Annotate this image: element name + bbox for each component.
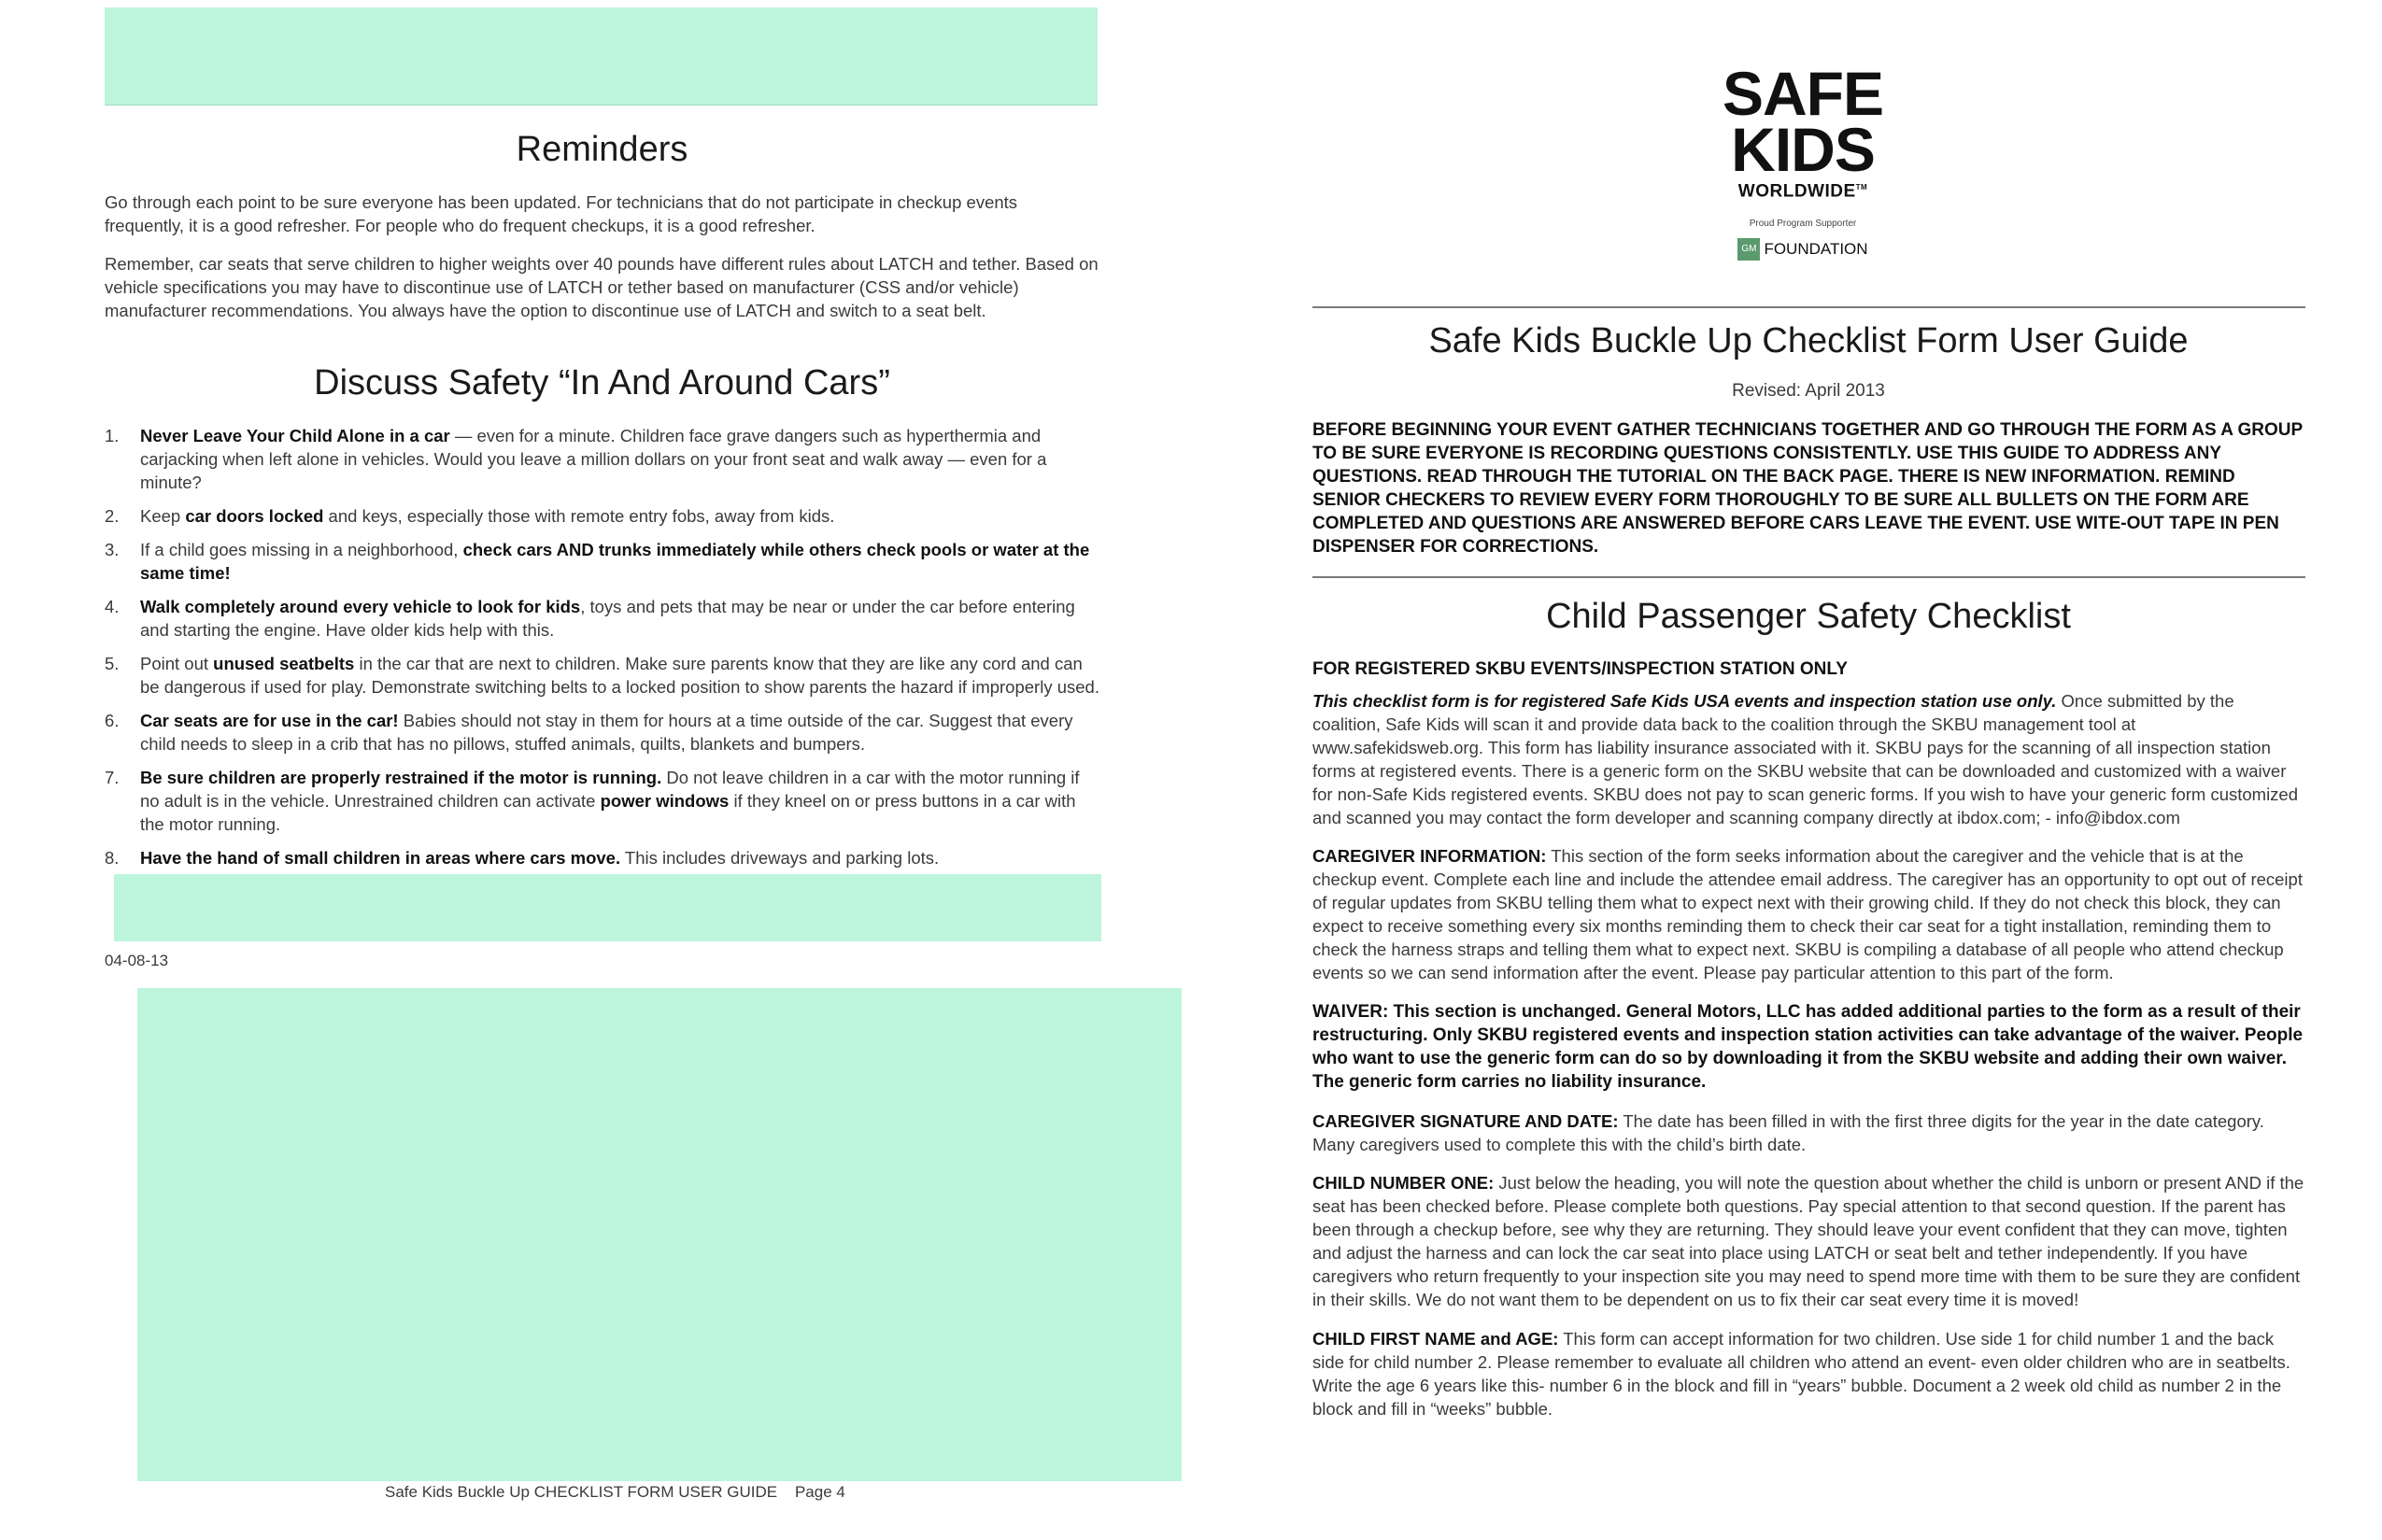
safety-item-bold: unused seatbelts: [213, 654, 355, 673]
safety-list-item-text: [140, 540, 1089, 583]
safety-list-item-text: [140, 768, 1080, 834]
safety-item-text: in the car that are next to children. Make sure parents know that they are like any cord and can be dangerous if used for play. Demonstrate switching belts to a locked position to show parents the hazard if improperly used.: [140, 654, 1099, 697]
revised-date: Revised: April 2013: [1732, 381, 1885, 401]
safety-list-item-text: [140, 426, 1046, 492]
safety-item-bold: car doors locked: [185, 506, 324, 526]
logo-supporter-text: Proud Program Supporter: [1749, 219, 1857, 230]
safety-item-text: — even for a minute. Children face grave dangers such as hyperthermia and carjacking when left alone in vehicles. Would you leave a million dollars on your front seat and walk away — even for a minute?: [140, 426, 1047, 492]
reminders-paragraph-1: Go through each point to be sure everyone has been updated. For technicians that do not participate in checkup events frequently, it is a good refresher. For people who do frequent checkups, it is a good refresher.: [105, 192, 1018, 235]
safety-item-bold: Have the hand of small children in areas where cars move.: [140, 848, 621, 868]
caregiver-signature-paragraph: [1312, 1109, 2304, 1156]
safety-item-bold: Car seats are for use in the car!: [140, 711, 399, 730]
safety-list-item-number: 4.: [105, 597, 120, 616]
reminders-paragraph-2: Remember, car seats that serve children to higher weights over 40 pounds have different rules about LATCH and tether. Based on vehicle specifications you may have to discontinue use of LATCH or tether based on manufacturer (CSS and/or vehicle) manufacturer recommendations. You always have the option to discontinue use of LATCH and switch to a seat belt.: [105, 254, 1099, 320]
gm-badge-icon: GM: [1737, 238, 1760, 261]
checklist-title: Child Passenger Safety Checklist: [1546, 597, 2071, 636]
safety-list-item-text: [140, 597, 1075, 640]
safety-list-item-number: 6.: [105, 711, 120, 730]
child-number-one-text: Just below the heading, you will note the question about whether the child is unborn or present AND if the seat has been checked before. Please complete both questions. Pay special attention to that second question. If the parent has been through a checkup before, see why they are returning. They should leave your event confident that they can move, tighten and adjust the harness and can lock the car seat into place using LATCH or seat belt and tether independently. If you have caregivers who return frequently to your inspection site you may need to spend more time with them to be sure they are confident in their skills. We do not want them to be dependent on us to fix their car seat every time it is moved!: [1312, 1173, 2304, 1309]
guide-title: Safe Kids Buckle Up Checklist Form User Guide: [1428, 321, 2189, 360]
safety-list-item: [105, 846, 1099, 869]
safety-item-bold: Be sure children are properly restrained if the motor is running.: [140, 768, 662, 787]
safety-item-text: This includes driveways and parking lots.: [620, 848, 940, 868]
logo-worldwide-text: WORLDWIDE: [1737, 181, 1856, 202]
safety-list-item-text: [140, 848, 939, 868]
caregiver-signature-label: CAREGIVER SIGNATURE AND DATE:: [1312, 1111, 1619, 1131]
caregiver-info-label: CAREGIVER INFORMATION:: [1312, 846, 1547, 866]
guide-top-rule: [1312, 306, 2305, 308]
safety-list-item: [105, 766, 1099, 836]
safety-item-bold2: power windows: [600, 791, 730, 811]
guide-bottom-rule: [1312, 576, 2305, 578]
top-highlight-block: [105, 7, 1098, 105]
page-footer: Safe Kids Buckle Up CHECKLIST FORM USER GUIDE Page 4: [385, 1483, 845, 1501]
safety-list-item-number: 5.: [105, 654, 120, 673]
safety-title: Discuss Safety “In And Around Cars”: [314, 363, 890, 403]
foundation-text: FOUNDATION: [1764, 240, 1868, 259]
safety-list-item-text: [140, 506, 834, 526]
bottom-highlight-block: [137, 988, 1182, 1481]
safety-list-item: [105, 595, 1099, 642]
waiver-paragraph: WAIVER: This section is unchanged. General Motors, LLC has added additional parties to the form as a result of their restructuring. Only SKBU registered events and inspection station activities can take advantage of the waiver. People who want to use the generic form can do so by downloading it from the SKBU website and adding their own waiver. The generic form carries no liability insurance.: [1312, 1002, 2304, 1092]
safety-list-item-number: 1.: [105, 426, 120, 445]
safety-list: [105, 424, 1099, 880]
checklist-intro-italic: This checklist form is for registered Safe Kids USA events and inspection station use only.: [1312, 691, 2057, 711]
safety-list-item-text: [140, 654, 1099, 697]
safety-list-item: [105, 424, 1099, 494]
child-number-one-label: CHILD NUMBER ONE:: [1312, 1173, 1495, 1193]
safety-item-text2: if they kneel on or press buttons in a car with the motor running.: [140, 791, 1076, 834]
safety-list-item-number: 7.: [105, 768, 120, 787]
child-name-age-text: This form can accept information for two children. Use side 1 for child number 1 and the back side for child number 2. Please remember to evaluate all children who attend an event- even older children who are in seatbelts. Write the age 6 years like this- number 6 in the block and fill in “years” bubble. Document a 2 week old child as number 2 in the block and fill in “weeks” bubble.: [1312, 1329, 2290, 1419]
safety-item-bold: Never Leave Your Child Alone in a car: [140, 426, 450, 445]
checklist-intro-paragraph: [1312, 689, 2304, 829]
safe-kids-logo: [1700, 59, 1906, 261]
caregiver-info-paragraph: [1312, 844, 2304, 984]
caregiver-info-text: This section of the form seeks information about the caregiver and the vehicle that is at the checkup event. Complete each line and include the attendee email address. The caregiver has an opportunity to opt out of receipt of regular updates from SKBU telling them what to expect next with their growing child. If they do not check this block, they can expect to receive something every six months reminding them to check their car seat for a tight installation, reminding them to check the harness straps and telling them what to expect next. SKBU is compiling a database of all people who attend checkup events so we can send information after the event. Please pay particular attention to this part of the form.: [1312, 846, 2303, 982]
safety-list-item-number: 3.: [105, 540, 120, 559]
safety-list-item: [105, 709, 1099, 756]
safety-list-item-number: 2.: [105, 506, 120, 526]
safety-item-bold: check cars AND trunks immediately while others check pools or water at the same time!: [140, 540, 1090, 583]
safety-item-text: Babies should not stay in them for hours at a time outside of the car. Suggest that every child needs to sleep in a crib that has no pillows, stuffed animals, quilts, blankets and bumpers.: [140, 711, 1073, 754]
safety-item-text: Do not leave children in a car with the motor running if no adult is in the vehicle. Unrestrained children can activate: [140, 768, 1080, 811]
safety-item-bold: Walk completely around every vehicle to look for kids: [140, 597, 581, 616]
safety-item-text: , toys and pets that may be near or under the car before entering and starting the engine. Have older kids help with this.: [140, 597, 1075, 640]
safety-list-item-number: 8.: [105, 848, 120, 868]
child-name-age-label: CHILD FIRST NAME and AGE:: [1312, 1329, 1559, 1349]
logo-tm: TM: [1855, 183, 1868, 191]
logo-line-safe: SAFE: [1722, 59, 1884, 128]
reminders-title: Reminders: [516, 130, 688, 169]
safety-list-item: [105, 504, 1099, 528]
safety-list-item: [105, 538, 1099, 585]
safety-item-pre: If a child goes missing in a neighborhood,: [140, 540, 463, 559]
child-number-one-paragraph: [1312, 1171, 2304, 1311]
checklist-subtitle: FOR REGISTERED SKBU EVENTS/INSPECTION STATION ONLY: [1312, 659, 1848, 679]
middle-highlight-block: [114, 874, 1101, 941]
safety-list-item-text: [140, 711, 1073, 754]
date-code: 04-08-13: [105, 952, 169, 969]
caregiver-signature-text: The date has been filled in with the first three digits for the year in the date category. Many caregivers used to complete this with the child’s birth date.: [1312, 1111, 2264, 1154]
guide-intro: BEFORE BEGINNING YOUR EVENT GATHER TECHNICIANS TOGETHER AND GO THROUGH THE FORM AS A GROUP TO BE SURE EVERYONE IS RECORDING QUESTIONS CONSISTENTLY. USE THIS GUIDE TO ADDRESS ANY QUESTIONS. READ THROUGH THE TUTORIAL ON THE BACK PAGE. THERE IS NEW INFORMATION. REMIND SENIOR CHECKERS TO REVIEW EVERY FORM THOROUGHLY TO BE SURE ALL BULLETS ON THE FORM ARE COMPLETED AND QUESTIONS ARE ANSWERED BEFORE CARS LEAVE THE EVENT. USE WITE-OUT TAPE IN PEN DISPENSER FOR CORRECTIONS.: [1312, 420, 2303, 557]
safety-item-text: and keys, especially those with remote entry fobs, away from kids.: [323, 506, 835, 526]
top-block-underline: [105, 105, 1098, 106]
gm-foundation-logo: [1700, 238, 1906, 261]
safety-list-item: [105, 652, 1099, 699]
safety-item-pre: Keep: [140, 506, 186, 526]
safety-item-pre: Point out: [140, 654, 214, 673]
child-name-age-paragraph: [1312, 1327, 2304, 1420]
logo-line-kids: KIDS: [1731, 115, 1875, 184]
checklist-intro-text: Once submitted by the coalition, Safe Kids will scan it and provide data back to the coalition through the SKBU management tool at www.safekidsweb.org. This form has liability insurance associated with it. SKBU pays for the scanning of all inspection station forms at registered events. There is a generic form on the SKBU website that can be downloaded and customized with a waiver for non-Safe Kids registered events. SKBU does not pay to scan generic forms. If you wish to have your generic form customized and scanned you may contact the form developer and scanning company directly at ibdox.com; - info@ibdox.com: [1312, 691, 2299, 827]
